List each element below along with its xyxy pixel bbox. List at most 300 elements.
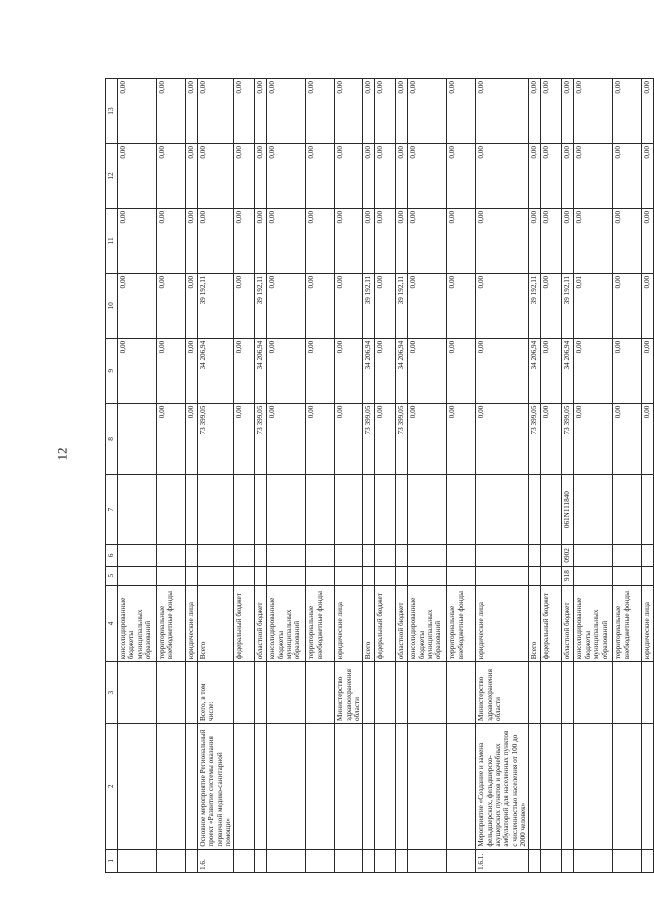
table-cell: 0,00	[335, 338, 363, 403]
table-cell: консолидированные бюджеты муниципальных образований	[408, 585, 447, 662]
column-header: 4	[106, 585, 118, 662]
table-cell: областной бюджет	[396, 585, 408, 662]
table-cell: 0,00	[375, 273, 396, 338]
table-cell: 1.6.	[198, 849, 234, 872]
table-cell	[529, 475, 541, 545]
table-cell: 0,00	[255, 79, 267, 144]
table-cell	[375, 662, 396, 724]
table-cell	[363, 662, 375, 724]
table-row	[541, 79, 562, 873]
table-row	[642, 79, 654, 873]
table-cell: 0,00	[613, 273, 642, 338]
table-cell	[574, 545, 613, 566]
table-cell	[267, 662, 306, 724]
table-cell: юридические лица	[476, 585, 529, 662]
table-cell: 0,00	[157, 144, 186, 209]
table-cell: 0,00	[306, 338, 335, 403]
table-cell	[408, 475, 447, 545]
column-header: 5	[106, 566, 118, 585]
table-cell: областной бюджет	[255, 585, 267, 662]
table-cell: 0,00	[267, 144, 306, 209]
table-row	[562, 79, 574, 873]
table-cell	[447, 475, 476, 545]
table-cell	[363, 724, 375, 850]
table-cell	[613, 545, 642, 566]
column-header: 13	[106, 79, 118, 144]
table-cell: 0,00	[198, 208, 234, 273]
table-cell: 0,00	[234, 208, 255, 273]
table-cell: территориальные внебюджетные фонды	[306, 585, 335, 662]
table-cell: 0,00	[267, 403, 306, 474]
table-cell: 0,00	[396, 144, 408, 209]
table-cell: 0,00	[255, 208, 267, 273]
table-cell: 39 192,11	[363, 273, 375, 338]
table-cell: Министерство здравоохранения области	[476, 662, 529, 724]
table-cell	[306, 545, 335, 566]
table-cell: 0,00	[408, 273, 447, 338]
table-cell	[574, 475, 613, 545]
table-cell	[267, 849, 306, 872]
table-cell: 0,00	[198, 79, 234, 144]
table-cell: 0,00	[375, 208, 396, 273]
table-cell: Всего	[363, 585, 375, 662]
table-cell: 0,00	[541, 208, 562, 273]
table-cell	[234, 545, 255, 566]
table-cell: 39 192,11	[562, 273, 574, 338]
table-cell	[529, 724, 541, 850]
table-cell: Всего, в том числе:	[198, 662, 234, 724]
table-cell: 0,00	[186, 79, 198, 144]
table-cell	[447, 566, 476, 585]
table-cell: консолидированные бюджеты муниципальных образований	[118, 585, 157, 662]
table-cell: 0,00	[306, 144, 335, 209]
table-cell: 39 192,11	[396, 273, 408, 338]
table-cell: 1.6.1.	[476, 849, 529, 872]
table-cell	[186, 475, 198, 545]
table-cell	[267, 724, 306, 850]
table-cell: 73 399,05	[529, 403, 541, 474]
column-header: 3	[106, 662, 118, 724]
table-cell	[447, 545, 476, 566]
table-cell	[198, 566, 234, 585]
table-cell: 0,00	[335, 79, 363, 144]
table-cell	[157, 545, 186, 566]
table-cell	[613, 849, 642, 872]
table-cell	[447, 662, 476, 724]
table-cell: 0,00	[157, 208, 186, 273]
table-cell	[234, 475, 255, 545]
table-cell: 0,00	[476, 273, 529, 338]
table-cell: 0,00	[363, 208, 375, 273]
table-cell	[335, 545, 363, 566]
table-cell	[157, 566, 186, 585]
table-cell: консолидированные бюджеты муниципальных образований	[267, 585, 306, 662]
table-cell: 73 399,05	[198, 403, 234, 474]
table-cell	[375, 724, 396, 850]
table-cell: 0,00	[186, 338, 198, 403]
page-number: 12	[54, 447, 70, 461]
table-cell: 0,00	[642, 208, 654, 273]
column-header: 12	[106, 144, 118, 209]
table-cell: областной бюджет	[562, 585, 574, 662]
table-cell	[186, 566, 198, 585]
table-cell	[396, 475, 408, 545]
table-cell: 0,00	[642, 79, 654, 144]
table-cell: 0,00	[574, 144, 613, 209]
table-cell: 0,00	[613, 79, 642, 144]
table-cell	[562, 849, 574, 872]
table-cell: 0,00	[541, 79, 562, 144]
table-cell: 34 206,94	[396, 338, 408, 403]
table-cell: 0,00	[306, 208, 335, 273]
table-cell	[234, 662, 255, 724]
table-cell: 73 399,05	[363, 403, 375, 474]
table-cell	[396, 849, 408, 872]
table-cell	[234, 724, 255, 850]
table-row	[198, 79, 234, 873]
table-cell	[574, 849, 613, 872]
table-cell	[476, 545, 529, 566]
table-cell	[186, 849, 198, 872]
table-cell	[642, 545, 654, 566]
table-cell	[118, 724, 157, 850]
table-cell: 061N111840	[562, 475, 574, 545]
table-cell	[335, 566, 363, 585]
table-cell	[363, 475, 375, 545]
table-row	[529, 79, 541, 873]
table-cell	[267, 545, 306, 566]
table-cell: 0,00	[375, 79, 396, 144]
table-cell: 0,00	[118, 273, 157, 338]
table-cell: 0,00	[198, 144, 234, 209]
table-row	[363, 79, 375, 873]
table-cell	[562, 724, 574, 850]
table-cell	[198, 475, 234, 545]
table-cell	[447, 849, 476, 872]
table-cell: 0902	[562, 545, 574, 566]
table-cell: 0,00	[447, 79, 476, 144]
table-cell: Основное мероприятие Региональный проект «Развитие системы оказания первичной медико-санитарной помощи»	[198, 724, 234, 850]
table-cell: 0,00	[408, 79, 447, 144]
table-cell: 0,00	[476, 79, 529, 144]
table-cell	[642, 566, 654, 585]
table-cell: 0,00	[186, 144, 198, 209]
table-cell: 0,00	[363, 144, 375, 209]
table-cell: федеральный бюджет	[375, 585, 396, 662]
table-cell: 0,01	[574, 273, 613, 338]
table-cell: 0,00	[476, 403, 529, 474]
table-cell: 0,00	[118, 79, 157, 144]
table-cell	[306, 724, 335, 850]
table-cell	[306, 662, 335, 724]
table-cell: 73 399,05	[396, 403, 408, 474]
table-cell: 0,00	[529, 208, 541, 273]
table-row	[255, 79, 267, 873]
table-cell: 0,00	[234, 144, 255, 209]
budget-table-rotated	[105, 78, 652, 873]
table-cell: 0,00	[529, 144, 541, 209]
table-cell	[335, 724, 363, 850]
table-cell: 0,00	[267, 338, 306, 403]
table-cell: 0,00	[118, 144, 157, 209]
table-cell	[574, 566, 613, 585]
table-cell	[157, 475, 186, 545]
table-cell	[198, 545, 234, 566]
table-cell	[642, 475, 654, 545]
table-cell: 0,00	[447, 208, 476, 273]
table-cell: 0,00	[642, 338, 654, 403]
table-cell	[118, 545, 157, 566]
table-cell	[255, 545, 267, 566]
table-cell	[408, 724, 447, 850]
table-cell	[118, 662, 157, 724]
table-cell	[541, 724, 562, 850]
table-cell	[255, 724, 267, 850]
table-cell	[363, 566, 375, 585]
table-cell: территориальные внебюджетные фонды	[613, 585, 642, 662]
table-cell: 0,00	[476, 208, 529, 273]
column-header: 10	[106, 273, 118, 338]
table-cell: 0,00	[335, 208, 363, 273]
column-header: 8	[106, 403, 118, 474]
table-row	[157, 79, 186, 873]
table-cell	[335, 849, 363, 872]
table-cell: 73 399,05	[562, 403, 574, 474]
table-cell	[306, 475, 335, 545]
column-number-row	[106, 79, 118, 873]
table-cell: 0,00	[529, 79, 541, 144]
table-row	[267, 79, 306, 873]
table-cell: 0,00	[574, 403, 613, 474]
table-cell: 0,00	[375, 338, 396, 403]
table-cell	[157, 849, 186, 872]
table-cell: 0,00	[574, 79, 613, 144]
table-cell: 0,00	[642, 144, 654, 209]
table-cell	[335, 475, 363, 545]
table-cell: 0,00	[642, 273, 654, 338]
table-cell: 0,00	[186, 208, 198, 273]
table-cell: 0,00	[408, 144, 447, 209]
table-cell	[157, 662, 186, 724]
table-cell: 0,00	[396, 208, 408, 273]
table-row	[375, 79, 396, 873]
table-cell: 0,00	[306, 403, 335, 474]
table-cell: 0,00	[157, 338, 186, 403]
table-cell	[118, 403, 157, 474]
table-cell: 0,00	[363, 79, 375, 144]
table-cell: 0,00	[234, 403, 255, 474]
table-cell	[562, 662, 574, 724]
table-cell: 0,00	[447, 338, 476, 403]
table-cell	[529, 566, 541, 585]
table-cell: 0,00	[267, 208, 306, 273]
table-row	[447, 79, 476, 873]
table-cell: юридические лица	[335, 585, 363, 662]
table-cell	[396, 566, 408, 585]
table-cell: 0,00	[396, 79, 408, 144]
table-cell	[118, 849, 157, 872]
table-cell: 0,00	[335, 144, 363, 209]
table-cell: 0,00	[267, 273, 306, 338]
table-cell	[118, 475, 157, 545]
table-cell	[642, 662, 654, 724]
column-header: 7	[106, 475, 118, 545]
table-cell	[255, 662, 267, 724]
table-cell: 0,00	[234, 273, 255, 338]
table-cell: 0,00	[613, 338, 642, 403]
table-cell	[396, 545, 408, 566]
table-cell: 34 206,94	[255, 338, 267, 403]
table-cell	[541, 662, 562, 724]
table-cell: 0,00	[574, 338, 613, 403]
table-cell	[267, 475, 306, 545]
table-cell: федеральный бюджет	[541, 585, 562, 662]
table-cell: 0,00	[476, 338, 529, 403]
table-cell	[157, 724, 186, 850]
table-cell: 0,00	[447, 273, 476, 338]
table-cell	[375, 475, 396, 545]
budget-table-container	[105, 78, 652, 873]
table-cell: 0,00	[186, 273, 198, 338]
table-cell: 0,00	[562, 208, 574, 273]
table-cell: 0,00	[335, 403, 363, 474]
table-cell: 34 206,94	[529, 338, 541, 403]
table-cell	[375, 566, 396, 585]
table-cell: 0,00	[375, 144, 396, 209]
table-row	[118, 79, 157, 873]
table-cell: 0,00	[562, 79, 574, 144]
table-cell	[447, 724, 476, 850]
table-row	[408, 79, 447, 873]
table-cell	[541, 545, 562, 566]
table-cell: 0,00	[541, 403, 562, 474]
budget-table	[105, 78, 654, 873]
table-cell	[613, 662, 642, 724]
table-cell	[476, 475, 529, 545]
table-cell	[396, 662, 408, 724]
table-cell	[375, 849, 396, 872]
table-cell	[408, 662, 447, 724]
table-cell: 0,00	[541, 273, 562, 338]
table-cell: федеральный бюджет	[234, 585, 255, 662]
column-header: 2	[106, 724, 118, 850]
table-cell	[529, 662, 541, 724]
table-cell	[574, 662, 613, 724]
table-cell	[541, 566, 562, 585]
table-cell: 0,00	[157, 403, 186, 474]
table-cell	[186, 545, 198, 566]
table-cell: 0,00	[562, 144, 574, 209]
table-cell	[306, 566, 335, 585]
table-cell: 39 192,11	[529, 273, 541, 338]
table-cell	[255, 849, 267, 872]
table-row	[234, 79, 255, 873]
table-cell: 0,00	[642, 403, 654, 474]
table-cell: 0,00	[541, 338, 562, 403]
table-cell: 0,00	[306, 79, 335, 144]
column-header: 6	[106, 545, 118, 566]
table-cell	[408, 545, 447, 566]
table-cell: территориальные внебюджетные фонды	[447, 585, 476, 662]
table-cell: 0,00	[408, 338, 447, 403]
table-cell	[642, 849, 654, 872]
table-cell: Мероприятие «Создание и замена фельдшерских, фельдшерско-акушерских пунктов и врачебных амбулаторий для населенных пунктов с численностью населения от 100 до 2000 человек»	[476, 724, 529, 850]
table-row	[396, 79, 408, 873]
table-cell	[267, 566, 306, 585]
table-cell: 39 192,11	[198, 273, 234, 338]
table-cell: Всего	[198, 585, 234, 662]
table-cell: 0,00	[476, 144, 529, 209]
table-cell: 0,00	[613, 403, 642, 474]
table-row	[574, 79, 613, 873]
table-cell	[476, 566, 529, 585]
table-cell	[234, 566, 255, 585]
table-cell: 0,00	[408, 208, 447, 273]
table-cell: 0,00	[447, 144, 476, 209]
table-cell	[375, 545, 396, 566]
table-cell: 0,00	[613, 208, 642, 273]
table-cell: 34 206,94	[363, 338, 375, 403]
table-cell: 0,00	[157, 273, 186, 338]
table-cell	[642, 724, 654, 850]
table-cell: 0,00	[408, 403, 447, 474]
table-cell	[613, 475, 642, 545]
table-cell: 0,00	[306, 273, 335, 338]
column-header: 9	[106, 338, 118, 403]
table-cell: Министерство здравоохранения области	[335, 662, 363, 724]
table-cell: 34 206,94	[198, 338, 234, 403]
table-cell: 0,00	[447, 403, 476, 474]
table-cell: 0,00	[234, 79, 255, 144]
table-cell	[408, 849, 447, 872]
table-cell: консолидированные бюджеты муниципальных образований	[574, 585, 613, 662]
table-row	[306, 79, 335, 873]
table-cell	[118, 566, 157, 585]
table-row	[335, 79, 363, 873]
table-row	[613, 79, 642, 873]
table-cell: 0,00	[234, 338, 255, 403]
table-cell	[613, 566, 642, 585]
table-cell: 73 399,05	[255, 403, 267, 474]
table-row	[476, 79, 529, 873]
table-cell: 0,00	[574, 208, 613, 273]
table-cell	[255, 566, 267, 585]
table-cell: территориальные внебюджетные фонды	[157, 585, 186, 662]
table-cell	[363, 545, 375, 566]
table-cell	[613, 724, 642, 850]
column-header: 11	[106, 208, 118, 273]
table-cell: 0,00	[118, 338, 157, 403]
table-cell: Всего	[529, 585, 541, 662]
table-cell: 0,00	[186, 403, 198, 474]
table-cell: 0,00	[335, 273, 363, 338]
table-cell	[529, 545, 541, 566]
table-cell	[363, 849, 375, 872]
table-cell: юридические лица	[186, 585, 198, 662]
column-header: 1	[106, 849, 118, 872]
table-cell: 39 192,11	[255, 273, 267, 338]
table-cell	[408, 566, 447, 585]
table-cell: 918	[562, 566, 574, 585]
table-cell	[541, 475, 562, 545]
table-row	[186, 79, 198, 873]
table-cell	[306, 849, 335, 872]
table-cell: 0,00	[375, 403, 396, 474]
table-cell: 0,00	[613, 144, 642, 209]
table-cell	[396, 724, 408, 850]
table-cell	[186, 662, 198, 724]
table-cell	[255, 475, 267, 545]
